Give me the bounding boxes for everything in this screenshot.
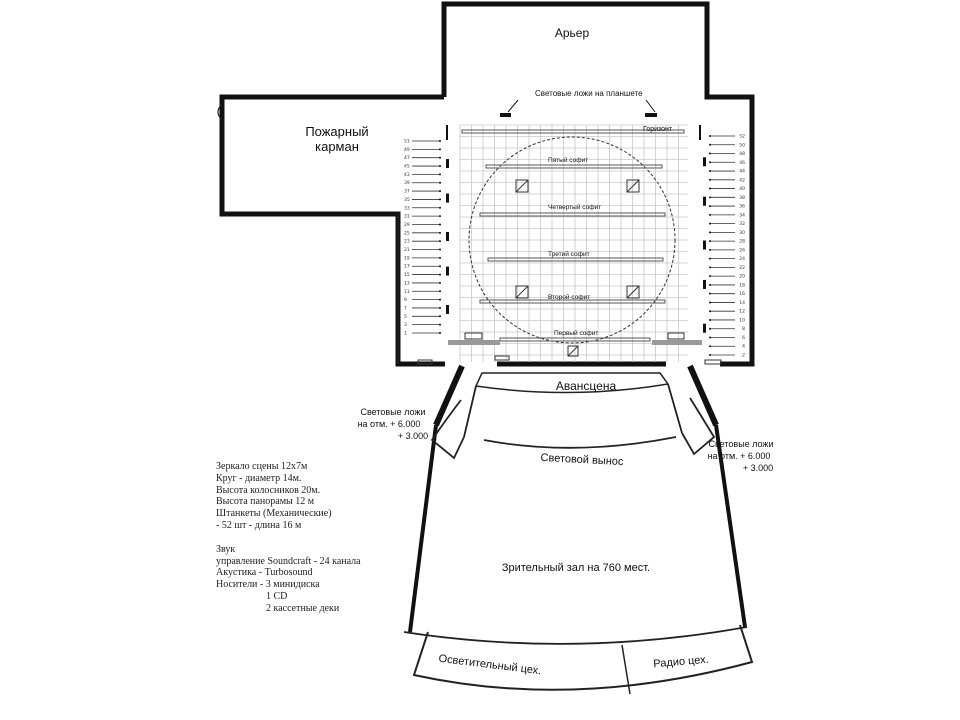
batten-arrow-head — [709, 354, 711, 356]
stage-note: Штанкеты (Механические) — [216, 508, 332, 520]
lodge-marker — [703, 280, 706, 289]
batten-arrow-head — [709, 240, 711, 242]
hall-label: Зрительный зал на 760 мест. — [501, 562, 651, 574]
right-lodges-line2: на отм. + 6.000 — [707, 451, 771, 461]
batten-number: 15 — [404, 273, 410, 279]
batten-number: 10 — [739, 318, 745, 324]
sound-note: 2 кассетные деки — [266, 602, 340, 614]
batten-number: 34 — [739, 213, 745, 219]
batten-arrow-head — [709, 223, 711, 225]
soffit-2-label: Второй софит — [548, 294, 591, 301]
batten-arrow-head — [709, 310, 711, 312]
sound-title: Звук — [216, 543, 236, 555]
soffit-4-bar — [480, 213, 665, 216]
batten-number: 48 — [739, 152, 745, 158]
batten-arrow-head — [709, 179, 711, 181]
lodge-marker — [446, 159, 449, 168]
batten-number: 40 — [739, 187, 745, 193]
batten-arrow-head — [709, 345, 711, 347]
batten-number: 44 — [739, 169, 745, 175]
batten-number: 6 — [742, 335, 745, 341]
stage-note: - 52 шт - длина 16 м — [216, 519, 302, 531]
batten-number: 39 — [404, 181, 410, 187]
batten-number: 38 — [739, 195, 745, 201]
soffit-5-bar — [486, 165, 662, 168]
batten-number: 46 — [739, 160, 745, 166]
sound-note: 1 CD — [266, 590, 288, 602]
batten-number: 13 — [404, 281, 410, 287]
sound-note: Носители - 3 минидиска — [216, 579, 320, 591]
batten-arrow-head — [439, 315, 441, 317]
batten-arrow-head — [709, 161, 711, 163]
batten-arrow-head — [439, 274, 441, 276]
batten-arrow-head — [709, 258, 711, 260]
batten-arrow-head — [439, 198, 441, 200]
batten-arrow-head — [439, 282, 441, 284]
stage-light-lodges — [500, 100, 657, 117]
batten-number: 2 — [742, 353, 745, 359]
lodge-marker — [703, 324, 706, 333]
soffit-1-label: Первый софит — [554, 330, 599, 337]
batten-number: 8 — [742, 327, 745, 333]
sound-note: управление Soundcraft - 24 канала — [216, 555, 361, 567]
batten-arrow-head — [439, 215, 441, 217]
batten-number: 25 — [404, 231, 410, 237]
batten-number: 19 — [404, 256, 410, 262]
batten-arrow-head — [709, 301, 711, 303]
stage-note: Зеркало сцены 12х7м — [216, 461, 308, 472]
batten-number: 9 — [404, 298, 407, 304]
batten-number: 24 — [739, 257, 745, 263]
soffit-4-label: Четвертый софит — [548, 204, 602, 211]
left-lodges-line2: на отм. + 6.000 — [357, 419, 421, 429]
batten-arrow-head — [439, 265, 441, 267]
batten-number: 7 — [404, 306, 407, 312]
batten-arrow-head — [439, 232, 441, 234]
batten-number: 29 — [404, 222, 410, 228]
batten-arrow-head — [709, 275, 711, 277]
batten-arrow-head — [439, 140, 441, 142]
batten-number: 52 — [739, 134, 745, 140]
batten-arrow-head — [439, 257, 441, 259]
batten-number: 28 — [739, 239, 745, 245]
batten-number: 50 — [739, 143, 745, 149]
auditorium-outline — [404, 366, 752, 694]
batten-number: 12 — [739, 309, 745, 315]
lodge-marker — [446, 267, 449, 276]
batten-number: 32 — [739, 222, 745, 228]
batten-arrow-head — [439, 173, 441, 175]
batten-number: 3 — [404, 323, 407, 329]
left-lodges-line3: + 3.000 — [397, 431, 429, 441]
lodge-marker — [703, 241, 706, 250]
stage-note: Высота колосников 20м. — [216, 484, 321, 496]
batten-arrow-head — [439, 223, 441, 225]
batten-arrow-head — [439, 332, 441, 334]
right-lodges-line1: Световые ложи — [708, 439, 774, 449]
lodge-marker — [446, 194, 449, 203]
soffit-5-label: Пятый софит — [548, 157, 589, 164]
batten-number: 4 — [742, 344, 745, 350]
soffit-3-bar — [488, 258, 663, 261]
stage-note: Круг - диаметр 14м. — [216, 472, 302, 484]
batten-number: 49 — [404, 147, 410, 153]
batten-arrow-head — [439, 165, 441, 167]
batten-arrow-head — [439, 240, 441, 242]
stage-light-lodges-label: Световые ложи на планшете — [535, 89, 643, 98]
sound-note: Акустика - Turbosound — [216, 567, 313, 579]
batten-number: 5 — [404, 314, 407, 320]
batten-number: 17 — [404, 264, 410, 270]
batten-number: 14 — [739, 300, 745, 306]
batten-number: 18 — [739, 283, 745, 289]
batten-number: 45 — [404, 164, 410, 170]
batten-number: 36 — [739, 204, 745, 210]
batten-number: 20 — [739, 274, 745, 280]
batten-arrow-head — [439, 182, 441, 184]
fire-pocket-label-line1: Пожарный — [305, 124, 369, 139]
batten-arrow-head — [709, 293, 711, 295]
batten-arrow-head — [439, 157, 441, 159]
batten-arrow-head — [709, 205, 711, 207]
batten-arrow-head — [709, 284, 711, 286]
batten-arrow-head — [439, 148, 441, 150]
batten-arrow-head — [709, 336, 711, 338]
lodge-marker — [703, 157, 706, 166]
batten-number: 1 — [404, 331, 407, 337]
batten-number: 16 — [739, 292, 745, 298]
batten-arrow-head — [709, 196, 711, 198]
batten-arrow-head — [439, 299, 441, 301]
batten-arrow-head — [709, 135, 711, 137]
light-shop-label: Осветительный цех. — [437, 652, 542, 678]
soffit-3-label: Третий софит — [548, 251, 590, 258]
lodge-marker — [446, 305, 449, 314]
batten-number: 42 — [739, 178, 745, 184]
batten-arrow-head — [439, 249, 441, 251]
batten-number: 30 — [739, 230, 745, 236]
batten-number: 22 — [739, 265, 745, 271]
batten-arrow-head — [709, 170, 711, 172]
batten-arrow-head — [439, 207, 441, 209]
batten-number: 31 — [404, 214, 410, 220]
batten-arrow-head — [709, 144, 711, 146]
batten-arrow-head — [439, 324, 441, 326]
batten-number: 23 — [404, 239, 410, 245]
batten-list-right — [703, 134, 745, 359]
batten-number: 43 — [404, 172, 410, 178]
batten-arrow-head — [439, 307, 441, 309]
batten-arrow-head — [709, 249, 711, 251]
batten-number: 51 — [404, 139, 410, 145]
batten-arrow-head — [439, 190, 441, 192]
batten-arrow-head — [709, 188, 711, 190]
stage-outline-wall — [222, 4, 752, 364]
radio-shop-label: Радио цех. — [652, 653, 710, 671]
batten-number: 21 — [404, 248, 410, 254]
left-lodges-line1: Световые ложи — [360, 407, 426, 417]
batten-number: 47 — [404, 156, 410, 162]
batten-number: 35 — [404, 197, 410, 203]
light-outlet-label: Световой вынос — [540, 451, 624, 469]
batten-arrow-head — [709, 328, 711, 330]
horizon-label: Горизонт — [643, 126, 673, 133]
batten-number: 37 — [404, 189, 410, 195]
lodge-marker — [703, 197, 706, 206]
fire-pocket-label-line2: карман — [315, 139, 359, 154]
batten-arrow-head — [709, 231, 711, 233]
technical-notes — [216, 461, 406, 615]
batten-arrow-head — [709, 319, 711, 321]
batten-list-left — [404, 139, 449, 337]
batten-arrow-head — [439, 290, 441, 292]
right-lodges-line3: + 3.000 — [742, 463, 774, 473]
batten-arrow-head — [709, 266, 711, 268]
notes-spacer — [216, 532, 406, 544]
batten-arrow-head — [709, 214, 711, 216]
lodge-marker — [446, 232, 449, 241]
proscenium-label: Авансцена — [555, 379, 617, 393]
batten-number: 11 — [404, 289, 410, 295]
batten-number: 26 — [739, 248, 745, 254]
stage-note: Высота панорамы 12 м — [216, 496, 315, 508]
batten-arrow-head — [709, 153, 711, 155]
arier-label: Арьер — [554, 26, 590, 40]
batten-number: 33 — [404, 206, 410, 212]
